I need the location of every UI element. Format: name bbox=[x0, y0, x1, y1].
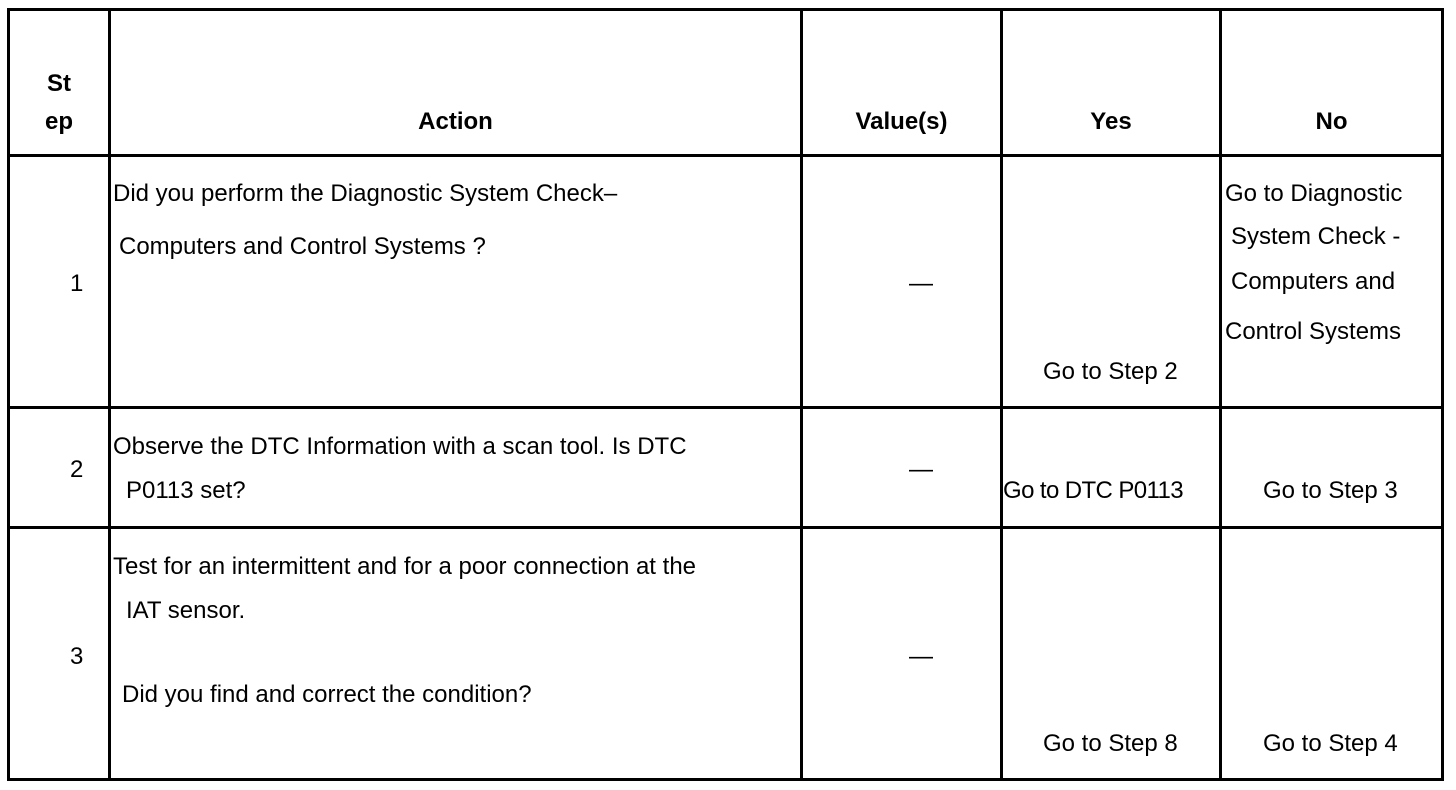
row3-no: Go to Step 4 bbox=[1263, 730, 1398, 757]
row3-value: — bbox=[909, 643, 933, 670]
row1-no-line1: Go to Diagnostic bbox=[1225, 180, 1403, 207]
header-values: Value(s) bbox=[855, 108, 948, 135]
row1-yes: Go to Step 2 bbox=[1043, 358, 1178, 385]
row2-action-line2: P0113 set? bbox=[126, 477, 246, 504]
row1-no-line2: System Check - bbox=[1231, 223, 1401, 250]
row1-step: 1 bbox=[70, 270, 84, 297]
row2-yes: Go to DTC P0113 bbox=[1003, 477, 1183, 504]
header-step-line1: St bbox=[47, 70, 71, 97]
header-yes: Yes bbox=[1090, 108, 1132, 135]
header-action: Action bbox=[418, 108, 493, 135]
table-border-top bbox=[7, 8, 1444, 11]
row-divider-1 bbox=[7, 406, 1444, 409]
row1-value: — bbox=[909, 270, 933, 297]
row1-action-line2: Computers and Control Systems ? bbox=[119, 233, 486, 260]
table-border-bottom bbox=[7, 778, 1444, 781]
row3-yes: Go to Step 8 bbox=[1043, 730, 1178, 757]
row2-step: 2 bbox=[70, 456, 84, 483]
row2-action-line1: Observe the DTC Information with a scan tool. Is DTC bbox=[113, 433, 687, 460]
header-no: No bbox=[1315, 108, 1348, 135]
row3-action-line3: Did you find and correct the condition? bbox=[122, 681, 532, 708]
row-divider-2 bbox=[7, 526, 1444, 529]
header-divider bbox=[7, 154, 1444, 157]
row2-value: — bbox=[909, 456, 933, 483]
table-border-right bbox=[1441, 8, 1444, 781]
row1-no-line4: Control Systems bbox=[1225, 318, 1402, 345]
row3-action-line1: Test for an intermittent and for a poor connection at the bbox=[113, 553, 697, 580]
row2-no: Go to Step 3 bbox=[1263, 477, 1398, 504]
row1-no-line3: Computers and bbox=[1231, 268, 1396, 295]
row3-action-line2: IAT sensor. bbox=[126, 597, 246, 624]
row1-action-line1: Did you perform the Diagnostic System Check– bbox=[113, 180, 618, 207]
header-step-line2: ep bbox=[44, 108, 73, 135]
row3-step: 3 bbox=[70, 643, 84, 670]
